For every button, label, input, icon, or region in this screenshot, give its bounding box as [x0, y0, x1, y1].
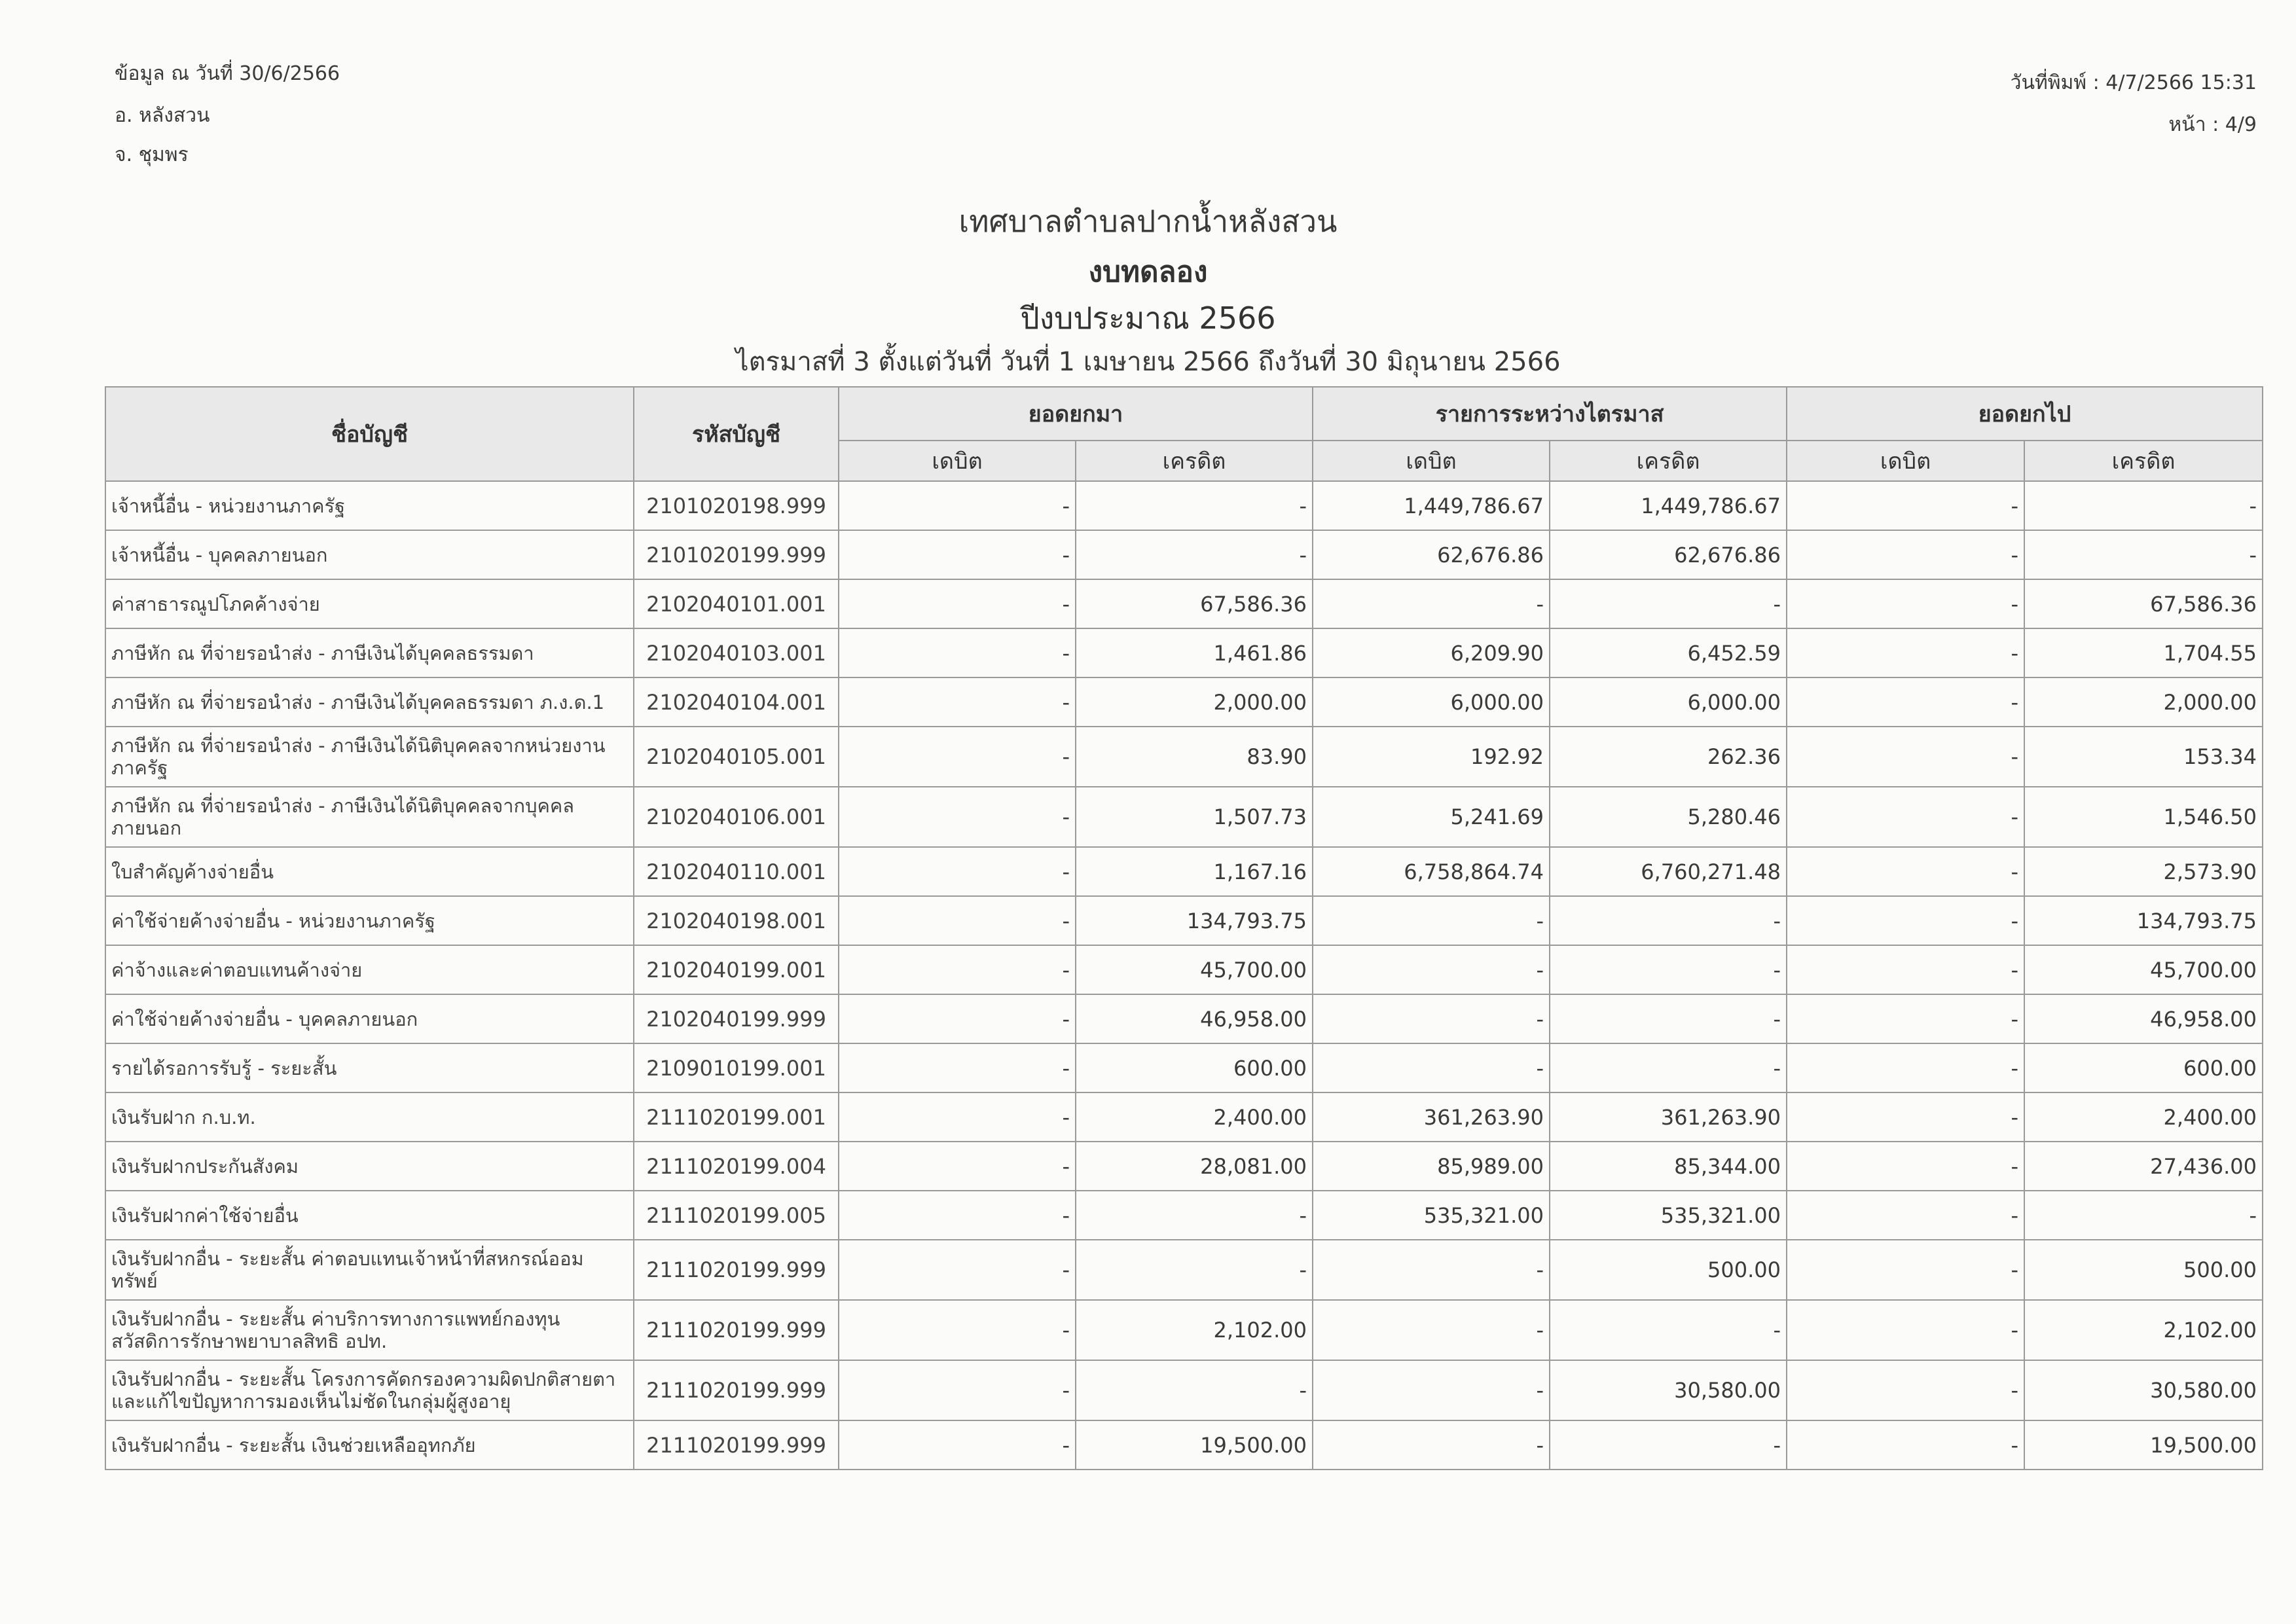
bf-debit-cell: - [839, 1092, 1076, 1142]
bf-debit-cell: - [839, 1360, 1076, 1420]
bf-credit-cell: 83.90 [1076, 727, 1313, 787]
data-as-of: ข้อมูล ณ วันที่ 30/6/2566 [115, 62, 340, 85]
q-credit-cell: 1,449,786.67 [1550, 481, 1787, 530]
account-code-cell: 2111020199.999 [634, 1360, 839, 1420]
q-debit-cell: 5,241.69 [1313, 787, 1550, 847]
account-name-cell: เจ้าหนี้อื่น - หน่วยงานภาครัฐ [105, 481, 634, 530]
table-row [105, 530, 2263, 579]
account-name-cell: เงินรับฝากค่าใช้จ่ายอื่น [105, 1191, 634, 1240]
q-debit-cell: - [1313, 1420, 1550, 1470]
account-name-cell: ภาษีหัก ณ ที่จ่ายรอนำส่ง - ภาษีเงินได้บุคคลธรรมดา [105, 628, 634, 677]
header-bf-credit: เครดิต [1076, 441, 1313, 481]
cf-debit-cell: - [1787, 1240, 2024, 1300]
bf-credit-cell: 2,000.00 [1076, 677, 1313, 727]
account-code-cell: 2102040103.001 [634, 628, 839, 677]
cf-debit-cell: - [1787, 994, 2024, 1043]
bf-credit-cell: - [1076, 1360, 1313, 1420]
cf-debit-cell: - [1787, 1191, 2024, 1240]
cf-credit-cell: 500.00 [2024, 1240, 2263, 1300]
bf-credit-cell: 19,500.00 [1076, 1420, 1313, 1470]
table-row [105, 1043, 2263, 1092]
account-name-cell: ภาษีหัก ณ ที่จ่ายรอนำส่ง - ภาษีเงินได้นิติบุคคลจากบุคคลภายนอก [105, 787, 634, 847]
account-name-cell: ค่าจ้างและค่าตอบแทนค้างจ่าย [105, 945, 634, 994]
account-name-cell: ค่าสาธารณูปโภคค้างจ่าย [105, 579, 634, 628]
q-debit-cell: 85,989.00 [1313, 1142, 1550, 1191]
q-credit-cell: - [1550, 1420, 1787, 1470]
print-date: วันที่พิมพ์ : 4/7/2566 15:31 [2010, 71, 2257, 94]
table-row [105, 1300, 2263, 1360]
cf-debit-cell: - [1787, 481, 2024, 530]
q-credit-cell: - [1550, 945, 1787, 994]
table-row [105, 1092, 2263, 1142]
page-number: หน้า : 4/9 [2168, 113, 2257, 136]
cf-debit-cell: - [1787, 945, 2024, 994]
cf-debit-cell: - [1787, 896, 2024, 945]
header-account-name: ชื่อบัญชี [105, 387, 634, 481]
account-code-cell: 2102040106.001 [634, 787, 839, 847]
bf-debit-cell: - [839, 1300, 1076, 1360]
bf-debit-cell: - [839, 628, 1076, 677]
bf-credit-cell: 45,700.00 [1076, 945, 1313, 994]
cf-credit-cell: 2,000.00 [2024, 677, 2263, 727]
account-code-cell: 2101020199.999 [634, 530, 839, 579]
bf-credit-cell: 2,102.00 [1076, 1300, 1313, 1360]
account-name-cell: ภาษีหัก ณ ที่จ่ายรอนำส่ง - ภาษีเงินได้บุคคลธรรมดา ภ.ง.ด.1 [105, 677, 634, 727]
q-debit-cell: - [1313, 1360, 1550, 1420]
q-credit-cell: 30,580.00 [1550, 1360, 1787, 1420]
cf-credit-cell: 153.34 [2024, 727, 2263, 787]
bf-credit-cell: 1,507.73 [1076, 787, 1313, 847]
cf-debit-cell: - [1787, 1360, 2024, 1420]
q-credit-cell: 500.00 [1550, 1240, 1787, 1300]
trial-balance-table [105, 386, 2263, 1470]
bf-debit-cell: - [839, 787, 1076, 847]
q-credit-cell: 85,344.00 [1550, 1142, 1787, 1191]
table-row [105, 787, 2263, 847]
bf-credit-cell: 67,586.36 [1076, 579, 1313, 628]
account-name-cell: เจ้าหนี้อื่น - บุคคลภายนอก [105, 530, 634, 579]
header-bf-debit: เดบิต [839, 441, 1076, 481]
cf-credit-cell: 1,546.50 [2024, 787, 2263, 847]
q-debit-cell: 6,758,864.74 [1313, 847, 1550, 896]
header-during-quarter: รายการระหว่างไตรมาส [1313, 387, 1787, 441]
bf-debit-cell: - [839, 945, 1076, 994]
bf-credit-cell: 134,793.75 [1076, 896, 1313, 945]
account-code-cell: 2111020199.999 [634, 1300, 839, 1360]
cf-debit-cell: - [1787, 677, 2024, 727]
bf-debit-cell: - [839, 1191, 1076, 1240]
q-credit-cell: 6,760,271.48 [1550, 847, 1787, 896]
cf-credit-cell: 600.00 [2024, 1043, 2263, 1092]
table-row [105, 1142, 2263, 1191]
bf-credit-cell: - [1076, 530, 1313, 579]
table-row [105, 579, 2263, 628]
q-debit-cell: - [1313, 896, 1550, 945]
account-code-cell: 2102040104.001 [634, 677, 839, 727]
cf-credit-cell: - [2024, 530, 2263, 579]
account-name-cell: เงินรับฝากอื่น - ระยะสั้น ค่าบริการทางการแพทย์กองทุนสวัสดิการรักษาพยาบาลสิทธิ อปท. [105, 1300, 634, 1360]
q-debit-cell: - [1313, 994, 1550, 1043]
bf-credit-cell: - [1076, 1240, 1313, 1300]
cf-debit-cell: - [1787, 1420, 2024, 1470]
table-row [105, 628, 2263, 677]
cf-credit-cell: - [2024, 481, 2263, 530]
cf-credit-cell: 46,958.00 [2024, 994, 2263, 1043]
account-code-cell: 2111020199.999 [634, 1240, 839, 1300]
bf-debit-cell: - [839, 481, 1076, 530]
bf-credit-cell: 2,400.00 [1076, 1092, 1313, 1142]
cf-credit-cell: 134,793.75 [2024, 896, 2263, 945]
cf-debit-cell: - [1787, 1300, 2024, 1360]
account-code-cell: 2102040199.999 [634, 994, 839, 1043]
header-q-credit: เครดิต [1550, 441, 1787, 481]
table-row [105, 481, 2263, 530]
district: อ. หลังสวน [115, 104, 210, 127]
cf-debit-cell: - [1787, 530, 2024, 579]
cf-debit-cell: - [1787, 628, 2024, 677]
q-debit-cell: - [1313, 1240, 1550, 1300]
bf-debit-cell: - [839, 1043, 1076, 1092]
cf-credit-cell: 19,500.00 [2024, 1420, 2263, 1470]
cf-credit-cell: 2,573.90 [2024, 847, 2263, 896]
q-debit-cell: 6,209.90 [1313, 628, 1550, 677]
q-credit-cell: - [1550, 579, 1787, 628]
table-row [105, 1191, 2263, 1240]
q-credit-cell: 5,280.46 [1550, 787, 1787, 847]
q-debit-cell: 6,000.00 [1313, 677, 1550, 727]
cf-credit-cell: 1,704.55 [2024, 628, 2263, 677]
table-row [105, 1420, 2263, 1470]
header-brought-forward: ยอดยกมา [839, 387, 1313, 441]
account-code-cell: 2111020199.001 [634, 1092, 839, 1142]
bf-credit-cell: 1,461.86 [1076, 628, 1313, 677]
q-debit-cell: 62,676.86 [1313, 530, 1550, 579]
period: ไตรมาสที่ 3 ตั้งแต่วันที่ วันที่ 1 เมษายน 2566 ถึงวันที่ 30 มิถุนายน 2566 [735, 347, 1561, 377]
table-row [105, 945, 2263, 994]
table-row [105, 896, 2263, 945]
account-name-cell: ค่าใช้จ่ายค้างจ่ายอื่น - หน่วยงานภาครัฐ [105, 896, 634, 945]
bf-credit-cell: 46,958.00 [1076, 994, 1313, 1043]
bf-credit-cell: - [1076, 481, 1313, 530]
account-code-cell: 2102040198.001 [634, 896, 839, 945]
cf-debit-cell: - [1787, 1092, 2024, 1142]
bf-credit-cell: - [1076, 1191, 1313, 1240]
cf-debit-cell: - [1787, 1142, 2024, 1191]
cf-credit-cell: - [2024, 1191, 2263, 1240]
q-credit-cell: - [1550, 994, 1787, 1043]
q-credit-cell: 6,000.00 [1550, 677, 1787, 727]
account-code-cell: 2111020199.004 [634, 1142, 839, 1191]
q-credit-cell: 62,676.86 [1550, 530, 1787, 579]
bf-debit-cell: - [839, 896, 1076, 945]
bf-debit-cell: - [839, 1240, 1076, 1300]
cf-debit-cell: - [1787, 579, 2024, 628]
account-name-cell: เงินรับฝากอื่น - ระยะสั้น โครงการคัดกรองความผิดปกติสายตาและแก้ไขปัญหาการมองเห็นไม่ชัดในกลุ่มผู้สูงอายุ [105, 1360, 634, 1420]
table-row [105, 727, 2263, 787]
cf-debit-cell: - [1787, 727, 2024, 787]
header-carried-forward: ยอดยกไป [1787, 387, 2263, 441]
cf-credit-cell: 27,436.00 [2024, 1142, 2263, 1191]
table-row [105, 1240, 2263, 1300]
q-debit-cell: - [1313, 579, 1550, 628]
q-debit-cell: 192.92 [1313, 727, 1550, 787]
account-code-cell: 2102040199.001 [634, 945, 839, 994]
cf-credit-cell: 30,580.00 [2024, 1360, 2263, 1420]
table-row [105, 677, 2263, 727]
q-credit-cell: 262.36 [1550, 727, 1787, 787]
account-code-cell: 2111020199.999 [634, 1420, 839, 1470]
q-debit-cell: 1,449,786.67 [1313, 481, 1550, 530]
bf-debit-cell: - [839, 994, 1076, 1043]
bf-debit-cell: - [839, 530, 1076, 579]
q-credit-cell: 535,321.00 [1550, 1191, 1787, 1240]
cf-credit-cell: 2,400.00 [2024, 1092, 2263, 1142]
bf-debit-cell: - [839, 579, 1076, 628]
province: จ. ชุมพร [115, 143, 189, 166]
cf-credit-cell: 45,700.00 [2024, 945, 2263, 994]
account-name-cell: เงินรับฝากประกันสังคม [105, 1142, 634, 1191]
q-debit-cell: - [1313, 1043, 1550, 1092]
bf-debit-cell: - [839, 1420, 1076, 1470]
fiscal-year: ปีงบประมาณ 2566 [1020, 300, 1276, 336]
account-code-cell: 2102040105.001 [634, 727, 839, 787]
header-cf-debit: เดบิต [1787, 441, 2024, 481]
q-debit-cell: 361,263.90 [1313, 1092, 1550, 1142]
bf-debit-cell: - [839, 727, 1076, 787]
cf-debit-cell: - [1787, 787, 2024, 847]
bf-debit-cell: - [839, 1142, 1076, 1191]
account-code-cell: 2101020198.999 [634, 481, 839, 530]
account-name-cell: เงินรับฝากอื่น - ระยะสั้น เงินช่วยเหลืออุทกภัย [105, 1420, 634, 1470]
account-name-cell: รายได้รอการรับรู้ - ระยะสั้น [105, 1043, 634, 1092]
table-body [105, 481, 2263, 1470]
bf-credit-cell: 1,167.16 [1076, 847, 1313, 896]
cf-credit-cell: 2,102.00 [2024, 1300, 2263, 1360]
q-debit-cell: - [1313, 945, 1550, 994]
account-name-cell: เงินรับฝากอื่น - ระยะสั้น ค่าตอบแทนเจ้าหน้าที่สหกรณ์ออมทรัพย์ [105, 1240, 634, 1300]
account-name-cell: ค่าใช้จ่ายค้างจ่ายอื่น - บุคคลภายนอก [105, 994, 634, 1043]
table-row [105, 1360, 2263, 1420]
account-name-cell: เงินรับฝาก ก.บ.ท. [105, 1092, 634, 1142]
bf-debit-cell: - [839, 677, 1076, 727]
q-debit-cell: 535,321.00 [1313, 1191, 1550, 1240]
header-q-debit: เดบิต [1313, 441, 1550, 481]
q-credit-cell: - [1550, 1043, 1787, 1092]
cf-debit-cell: - [1787, 1043, 2024, 1092]
q-credit-cell: 361,263.90 [1550, 1092, 1787, 1142]
q-debit-cell: - [1313, 1300, 1550, 1360]
q-credit-cell: - [1550, 896, 1787, 945]
account-code-cell: 2102040110.001 [634, 847, 839, 896]
bf-debit-cell: - [839, 847, 1076, 896]
table-row [105, 847, 2263, 896]
cf-debit-cell: - [1787, 847, 2024, 896]
bf-credit-cell: 600.00 [1076, 1043, 1313, 1092]
q-credit-cell: 6,452.59 [1550, 628, 1787, 677]
account-code-cell: 2111020199.005 [634, 1191, 839, 1240]
bf-credit-cell: 28,081.00 [1076, 1142, 1313, 1191]
table-row [105, 994, 2263, 1043]
account-name-cell: ภาษีหัก ณ ที่จ่ายรอนำส่ง - ภาษีเงินได้นิติบุคคลจากหน่วยงานภาครัฐ [105, 727, 634, 787]
org-title: เทศบาลตำบลปากน้ำหลังสวน [958, 204, 1338, 239]
header-cf-credit: เครดิต [2024, 441, 2263, 481]
account-code-cell: 2109010199.001 [634, 1043, 839, 1092]
cf-credit-cell: 67,586.36 [2024, 579, 2263, 628]
report-title: งบทดลอง [1088, 255, 1208, 289]
header-account-code: รหัสบัญชี [634, 387, 839, 481]
account-code-cell: 2102040101.001 [634, 579, 839, 628]
q-credit-cell: - [1550, 1300, 1787, 1360]
account-name-cell: ใบสำคัญค้างจ่ายอื่น [105, 847, 634, 896]
